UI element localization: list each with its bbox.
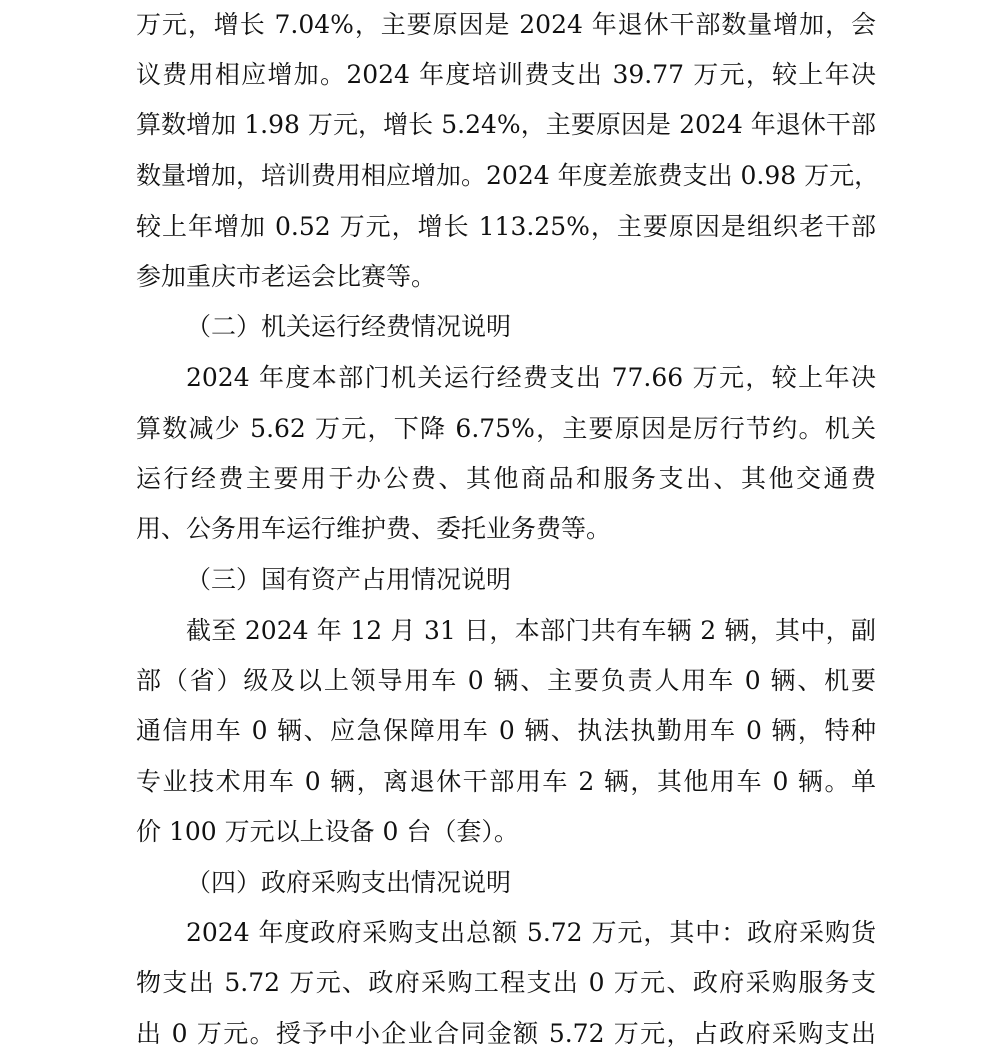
paragraph-line: 2024 年度本部门机关运行经费支出 77.66 万元，较上年决 bbox=[186, 363, 876, 392]
paragraph-line: 2024 年度政府采购支出总额 5.72 万元，其中：政府采购货 bbox=[186, 918, 876, 947]
paragraph-line: 用、公务用车运行维护费、委托业务费等。 bbox=[136, 514, 612, 543]
paragraph-line: 运行经费主要用于办公费、其他商品和服务支出、其他交通费 bbox=[136, 464, 876, 493]
paragraph-line: 算数增加 1.98 万元，增长 5.24%，主要原因是 2024 年退休干部 bbox=[136, 110, 876, 139]
paragraph-line: 算数减少 5.62 万元，下降 6.75%，主要原因是厉行节约。机关 bbox=[136, 414, 876, 443]
paragraph-line: 截至 2024 年 12 月 31 日，本部门共有车辆 2 辆，其中，副 bbox=[186, 616, 876, 645]
paragraph-line: 较上年增加 0.52 万元，增长 113.25%，主要原因是组织老干部 bbox=[136, 212, 876, 241]
paragraph-line: 部（省）级及以上领导用车 0 辆、主要负责人用车 0 辆、机要 bbox=[136, 666, 876, 695]
paragraph-line: 价 100 万元以上设备 0 台（套）。 bbox=[136, 817, 519, 846]
paragraph-line: 物支出 5.72 万元、政府采购工程支出 0 万元、政府采购服务支 bbox=[136, 968, 876, 997]
paragraph-line: 通信用车 0 辆、应急保障用车 0 辆、执法执勤用车 0 辆，特种 bbox=[136, 716, 876, 745]
section-heading: （四）政府采购支出情况说明 bbox=[186, 868, 512, 897]
paragraph-line: 议费用相应增加。2024 年度培训费支出 39.77 万元，较上年决 bbox=[136, 60, 876, 89]
paragraph-line: 专业技术用车 0 辆，离退休干部用车 2 辆，其他用车 0 辆。单 bbox=[136, 767, 876, 796]
paragraph-line: 万元，增长 7.04%，主要原因是 2024 年退休干部数量增加，会 bbox=[136, 10, 876, 39]
section-heading: （二）机关运行经费情况说明 bbox=[186, 312, 512, 341]
paragraph-line: 出 0 万元。授予中小企业合同金额 5.72 万元，占政府采购支出 bbox=[136, 1019, 876, 1048]
paragraph-line: 参加重庆市老运会比赛等。 bbox=[136, 262, 437, 291]
paragraph-line: 数量增加，培训费用相应增加。2024 年度差旅费支出 0.98 万元， bbox=[136, 161, 880, 190]
section-heading: （三）国有资产占用情况说明 bbox=[186, 565, 512, 594]
